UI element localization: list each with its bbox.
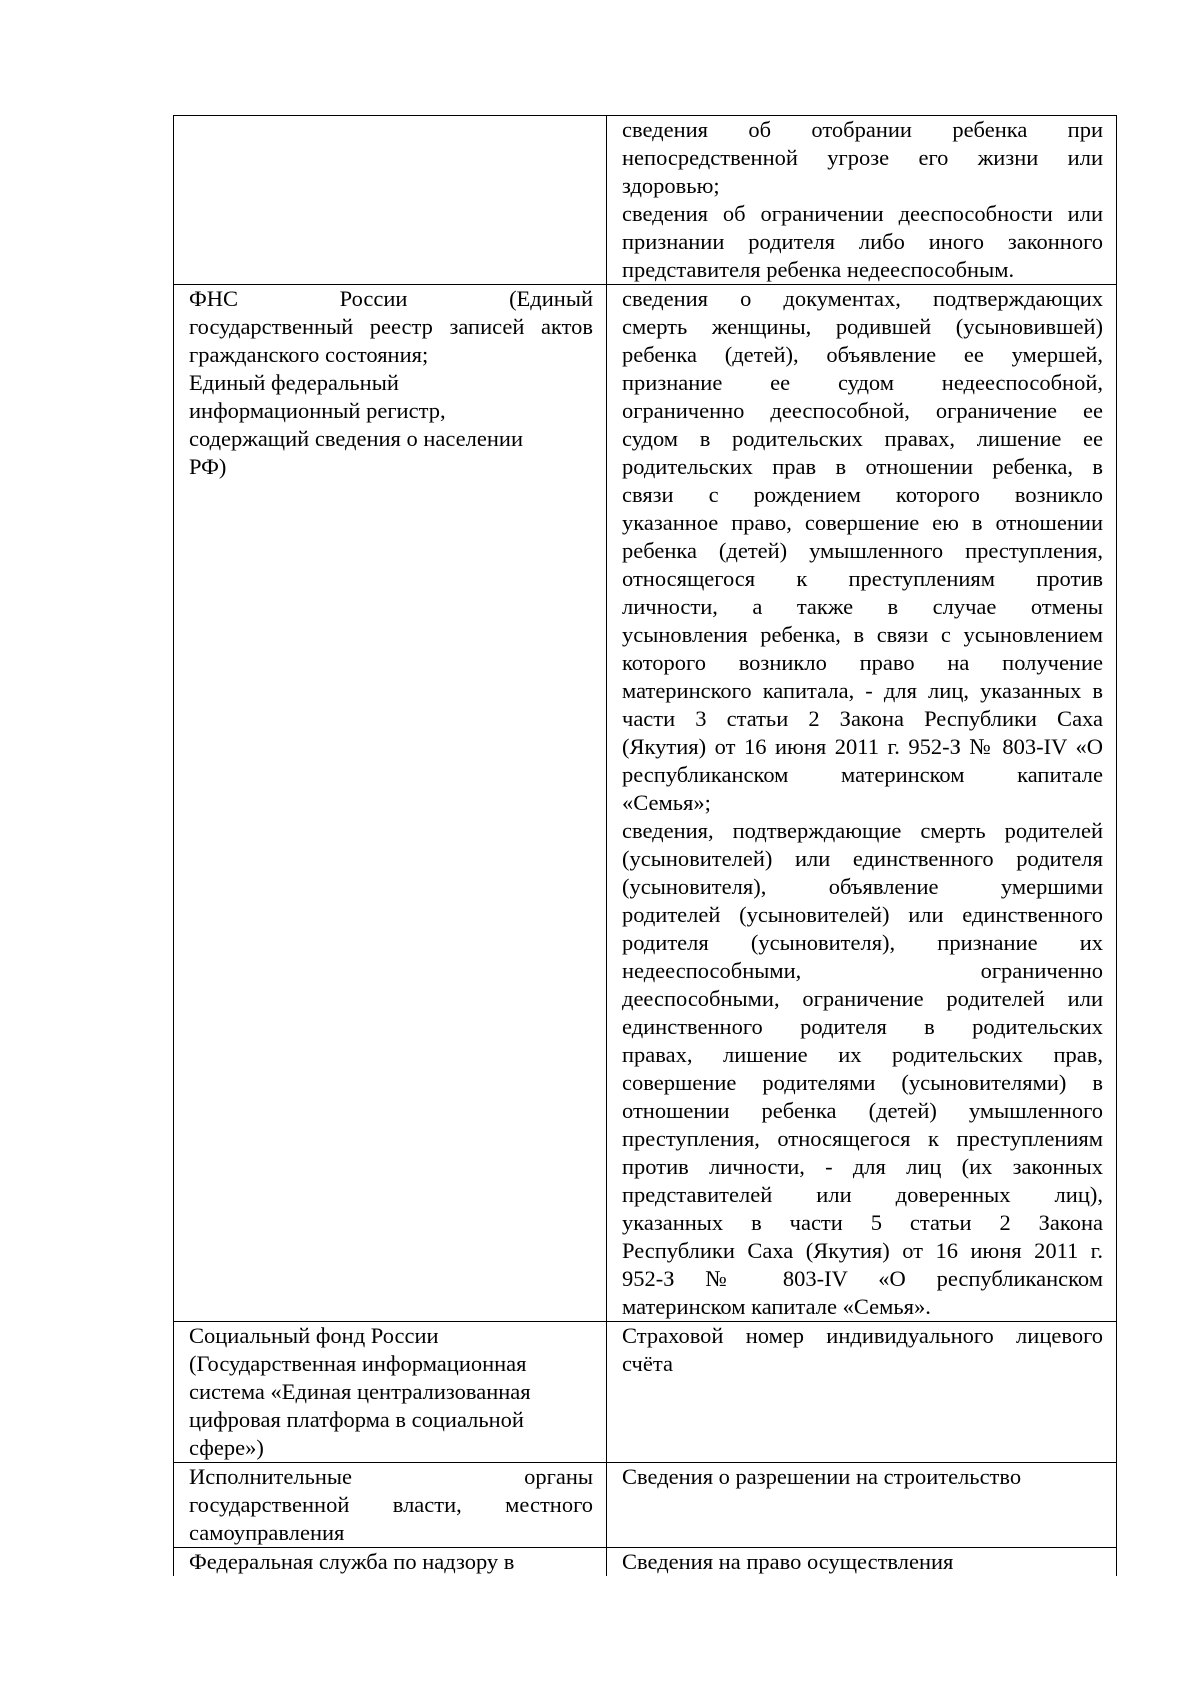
cell-paragraph bbox=[189, 1322, 593, 1350]
info-sources-table bbox=[173, 115, 1117, 1576]
cell-paragraph bbox=[189, 369, 593, 397]
info-cell bbox=[607, 285, 1117, 1322]
text-line: признании родителя либо иного законного bbox=[622, 229, 1103, 254]
source-cell bbox=[174, 1463, 607, 1548]
text-line: Республики Саха (Якутия) от 16 июня 2011 г. bbox=[622, 1238, 1103, 1263]
text-line: (Государственная информационная bbox=[189, 1351, 527, 1376]
text-line: 952-З № 803-IV «О республиканском bbox=[622, 1266, 1103, 1291]
text-line: ФНС России (Единый bbox=[189, 286, 593, 311]
text-line: Сведения на право осуществления bbox=[622, 1549, 954, 1574]
text-line: единственного родителя в родительских bbox=[622, 1014, 1103, 1039]
text-line: против личности, - для лиц (их законных bbox=[622, 1154, 1103, 1179]
text-line: РФ) bbox=[189, 454, 227, 479]
cell-paragraph bbox=[622, 116, 1103, 200]
text-line: содержащий сведения о населении bbox=[189, 426, 523, 451]
text-line: родителя (усыновителя), признание их bbox=[622, 930, 1103, 955]
text-line: ребенка (детей) умышленного преступления, bbox=[622, 538, 1103, 563]
source-cell bbox=[174, 285, 607, 1322]
text-line: гражданского состояния; bbox=[189, 342, 429, 367]
text-line: (усыновителей) или единственного родителя bbox=[622, 846, 1103, 871]
text-line: материнского капитала, - для лиц, указанных в bbox=[622, 678, 1103, 703]
text-line: «Семья»; bbox=[622, 790, 711, 815]
text-line: признание ее судом недееспособной, bbox=[622, 370, 1103, 395]
text-line: счёта bbox=[622, 1351, 673, 1376]
text-line: информационный регистр, bbox=[189, 398, 446, 423]
cell-paragraph bbox=[622, 285, 1103, 817]
table-body bbox=[174, 116, 1117, 1577]
cell-paragraph bbox=[189, 1463, 593, 1547]
cell-paragraph bbox=[622, 1548, 1103, 1576]
text-line: представителей или доверенных лиц), bbox=[622, 1182, 1103, 1207]
cell-paragraph bbox=[189, 1378, 593, 1406]
cell-paragraph bbox=[622, 817, 1103, 1321]
text-line: правах, лишение их родительских прав, bbox=[622, 1042, 1103, 1067]
text-line: недееспособными, ограниченно bbox=[622, 958, 1103, 983]
info-cell bbox=[607, 1322, 1117, 1463]
info-cell bbox=[607, 116, 1117, 285]
text-line: личности, а также в случае отмены bbox=[622, 594, 1103, 619]
text-line: материнском капитале «Семья». bbox=[622, 1294, 931, 1319]
text-line: дееспособными, ограничение родителей или bbox=[622, 986, 1103, 1011]
text-line: ограниченно дееспособной, ограничение ее bbox=[622, 398, 1103, 423]
text-line: сфере») bbox=[189, 1435, 264, 1460]
text-line: которого возникло право на получение bbox=[622, 650, 1103, 675]
table-row bbox=[174, 1548, 1117, 1577]
text-line: ребенка (детей), объявление ее умершей, bbox=[622, 342, 1103, 367]
text-line: Страховой номер индивидуального лицевого bbox=[622, 1323, 1103, 1348]
text-line: указанное право, совершение ею в отношении bbox=[622, 510, 1103, 535]
text-line: преступления, относящегося к преступлениям bbox=[622, 1126, 1103, 1151]
text-line: сведения о документах, подтверждающих bbox=[622, 286, 1103, 311]
text-line: система «Единая централизованная bbox=[189, 1379, 531, 1404]
text-line: относящегося к преступлениям против bbox=[622, 566, 1103, 591]
cell-paragraph bbox=[622, 1463, 1103, 1491]
cell-paragraph bbox=[189, 1548, 593, 1576]
source-cell bbox=[174, 1322, 607, 1463]
text-line: Исполнительные органы bbox=[189, 1464, 593, 1489]
table-row bbox=[174, 116, 1117, 285]
text-line: Социальный фонд России bbox=[189, 1323, 439, 1348]
text-line: самоуправления bbox=[189, 1520, 345, 1545]
text-line: отношении ребенка (детей) умышленного bbox=[622, 1098, 1103, 1123]
text-line: указанных в части 5 статьи 2 Закона bbox=[622, 1210, 1103, 1235]
text-line: совершение родителями (усыновителями) в bbox=[622, 1070, 1103, 1095]
text-line: связи с рождением которого возникло bbox=[622, 482, 1103, 507]
text-line: Единый федеральный bbox=[189, 370, 399, 395]
text-line: части 3 статьи 2 Закона Республики Саха bbox=[622, 706, 1103, 731]
text-line: непосредственной угрозе его жизни или bbox=[622, 145, 1103, 170]
text-line: усыновления ребенка, в связи с усыновлением bbox=[622, 622, 1103, 647]
text-line: Федеральная служба по надзору в bbox=[189, 1549, 515, 1574]
cell-paragraph bbox=[189, 453, 593, 481]
cell-paragraph bbox=[189, 1406, 593, 1434]
text-line: государственной власти, местного bbox=[189, 1492, 593, 1517]
cell-paragraph bbox=[622, 200, 1103, 284]
text-line: смерть женщины, родившей (усыновившей) bbox=[622, 314, 1103, 339]
text-line: республиканском материнском капитале bbox=[622, 762, 1103, 787]
text-line: (Якутия) от 16 июня 2011 г. 952-З № 803-IV «О bbox=[622, 734, 1103, 759]
text-line: сведения об отобрании ребенка при bbox=[622, 117, 1103, 142]
table-row bbox=[174, 1463, 1117, 1548]
text-line: (усыновителя), объявление умершими bbox=[622, 874, 1103, 899]
text-line: судом в родительских правах, лишение ее bbox=[622, 426, 1103, 451]
table-row bbox=[174, 1322, 1117, 1463]
text-line: здоровью; bbox=[622, 173, 720, 198]
text-line: сведения, подтверждающие смерть родителей bbox=[622, 818, 1103, 843]
cell-paragraph bbox=[189, 397, 593, 425]
text-line: родительских прав в отношении ребенка, в bbox=[622, 454, 1103, 479]
text-line: государственный реестр записей актов bbox=[189, 314, 593, 339]
cell-paragraph bbox=[189, 1434, 593, 1462]
info-cell bbox=[607, 1463, 1117, 1548]
source-cell bbox=[174, 1548, 607, 1577]
text-line: сведения об ограничении дееспособности или bbox=[622, 201, 1103, 226]
text-line: Сведения о разрешении на строительство bbox=[622, 1464, 1022, 1489]
info-cell bbox=[607, 1548, 1117, 1577]
cell-paragraph bbox=[622, 1322, 1103, 1378]
table-row bbox=[174, 285, 1117, 1322]
text-line: представителя ребенка недееспособным. bbox=[622, 257, 1015, 282]
cell-paragraph bbox=[189, 285, 593, 369]
cell-paragraph bbox=[189, 1350, 593, 1378]
text-line: родителей (усыновителей) или единственного bbox=[622, 902, 1103, 927]
text-line: цифровая платформа в социальной bbox=[189, 1407, 524, 1432]
cell-paragraph bbox=[189, 425, 593, 453]
source-cell bbox=[174, 116, 607, 285]
